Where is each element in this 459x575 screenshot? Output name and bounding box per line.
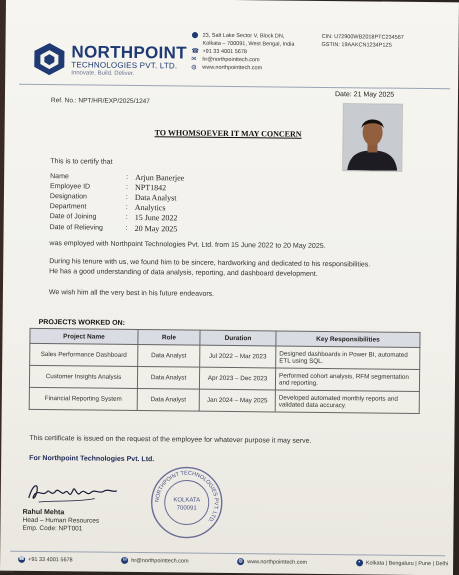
for-company: For Northpoint Technologies Pvt. Ltd. [29,454,155,464]
project-responsibilities: Performed cohort analysis, RFM segmentation and reporting. [275,368,419,392]
certificate-heading: TO WHOMSOEVER IT MAY CONCERN [154,128,302,139]
gstin-number: GSTIN: 19AAKCN1234P1Z5 [321,41,392,49]
detail-value: 15 June 2022 [134,213,178,223]
contact-block [191,32,294,73]
company-subtitle: TECHNOLOGIES PVT. LTD. [71,60,178,71]
footer-locations: Kolkata | Bengaluru | Pune | Delhi [365,559,449,567]
seal-city: KOLKATA [173,497,201,504]
column-header: Role [138,330,200,346]
column-header: Duration [200,330,276,346]
detail-value: Analytics [134,203,166,213]
project-name: Sales Performance Dashboard [30,343,138,366]
project-role: Data Analyst [137,389,199,412]
issued-statement: This certificate is issued on the request of the employee for whatever purpose it may serve. [29,434,312,445]
company-logo [33,42,65,81]
seal-pin: 700091 [176,505,197,512]
footer-phone: +91 33 4001 5678 [28,556,73,563]
phone-icon: ☎ [18,555,25,562]
project-role: Data Analyst [138,345,200,368]
detail-label: Employee ID [50,182,91,191]
globe-icon: ◍ [191,64,197,71]
employment-period-text: was employed with Northpoint Technologies Pvt. Ltd. from 15 June 2022 to 20 May 2025. [49,240,326,250]
column-header: Key Responsibilities [276,331,420,348]
employee-photo [342,103,403,172]
projects-table [29,328,421,414]
detail-label: Name [50,172,69,180]
project-name: Financial Reporting System [29,387,137,410]
project-name: Customer Insights Analysis [29,365,137,388]
contact-website: www.northpointtech.com [202,64,263,72]
company-seal [148,464,225,546]
location-icon: • [356,559,363,566]
signature [25,478,125,512]
company-name: NORTHPOINT [71,42,187,63]
project-duration: Jan 2024 – May 2025 [199,389,275,412]
footer-website: www.northpointtech.com [247,558,308,566]
detail-value: Arjun Banerjee [135,172,185,183]
globe-icon: ◍ [238,558,243,565]
project-responsibilities: Developed automated monthly reports and validated data accuracy. [275,390,419,414]
project-role: Data Analyst [137,367,199,390]
footer-email: hr@northpointtech.com [131,557,189,565]
company-brand [71,42,187,77]
wishes-text: We wish him all the very best in his future endeavors. [48,289,215,298]
detail-row: Name : Arjun Banerjee [50,172,185,183]
signer-code: Emp. Code: NPT001 [22,524,83,533]
footer [18,556,448,568]
detail-value: NPT1842 [134,182,167,193]
project-duration: Apr 2023 – Dec 2023 [199,367,275,390]
issue-date: Date: 21 May 2025 [334,91,395,99]
header-divider [19,84,450,90]
intro-text: This is to certify that [50,158,113,166]
signer-block [22,509,99,534]
cin-number: CIN: U72900WB2018PTC234567 [321,33,404,41]
detail-value: 20 May 2025 [134,223,178,233]
detail-label: Department [49,203,87,211]
email-icon: ✉ [191,56,197,63]
signer-title: Head – Human Resources [22,516,100,525]
detail-row: Date of Relieving : 20 May 2025 [49,223,178,233]
contact-email: hr@northpointtech.com [202,56,260,64]
contact-phone: +91 33 4001 5678 [202,48,248,56]
tenure-text-1: During his tenure with us, we found him to be sincere, hardworking and dedicated to his responsibilities. [49,258,371,269]
detail-label: Date of Relieving [49,223,103,232]
phone-icon: ☎ [191,48,199,55]
reference-number: Ref. No.: NPT/HR/EXP/2025/1247 [50,97,150,106]
detail-row: Date of Joining : 15 June 2022 [49,213,178,223]
detail-value: Data Analyst [134,192,177,203]
address-line-1: 23, Salt Lake Sector V, Block DN, [202,32,285,40]
detail-row: Department : Analytics [49,203,166,213]
company-tagline: Innovate. Build. Deliver. [71,70,135,77]
employee-details [50,171,185,234]
location-icon: ⬤ [191,32,199,39]
seal-ring-text: NORTHPOINT TECHNOLOGIES PVT. LTD. [154,470,219,524]
signer-name: Rahul Mehta [22,508,65,517]
detail-label: Date of Joining [49,213,97,221]
project-responsibilities: Designed dashboards in Power BI, automated ETL using SQL. [276,346,420,370]
table-row [29,387,419,413]
address-line-2: Kolkata – 700091, West Bengal, India [202,40,295,48]
registration-ids [321,33,403,50]
tenure-text-2: He has a good understanding of data analysis, reporting, and dashboard development. [49,268,318,278]
project-duration: Jul 2022 – Mar 2023 [200,345,276,368]
detail-label: Designation [49,193,87,201]
column-header: Project Name [30,328,138,344]
email-icon: ✉ [122,556,127,563]
detail-row: Designation : Data Analyst [49,192,177,203]
detail-row: Employee ID : NPT1842 [50,182,167,193]
projects-title: PROJECTS WORKED ON: [38,318,125,327]
